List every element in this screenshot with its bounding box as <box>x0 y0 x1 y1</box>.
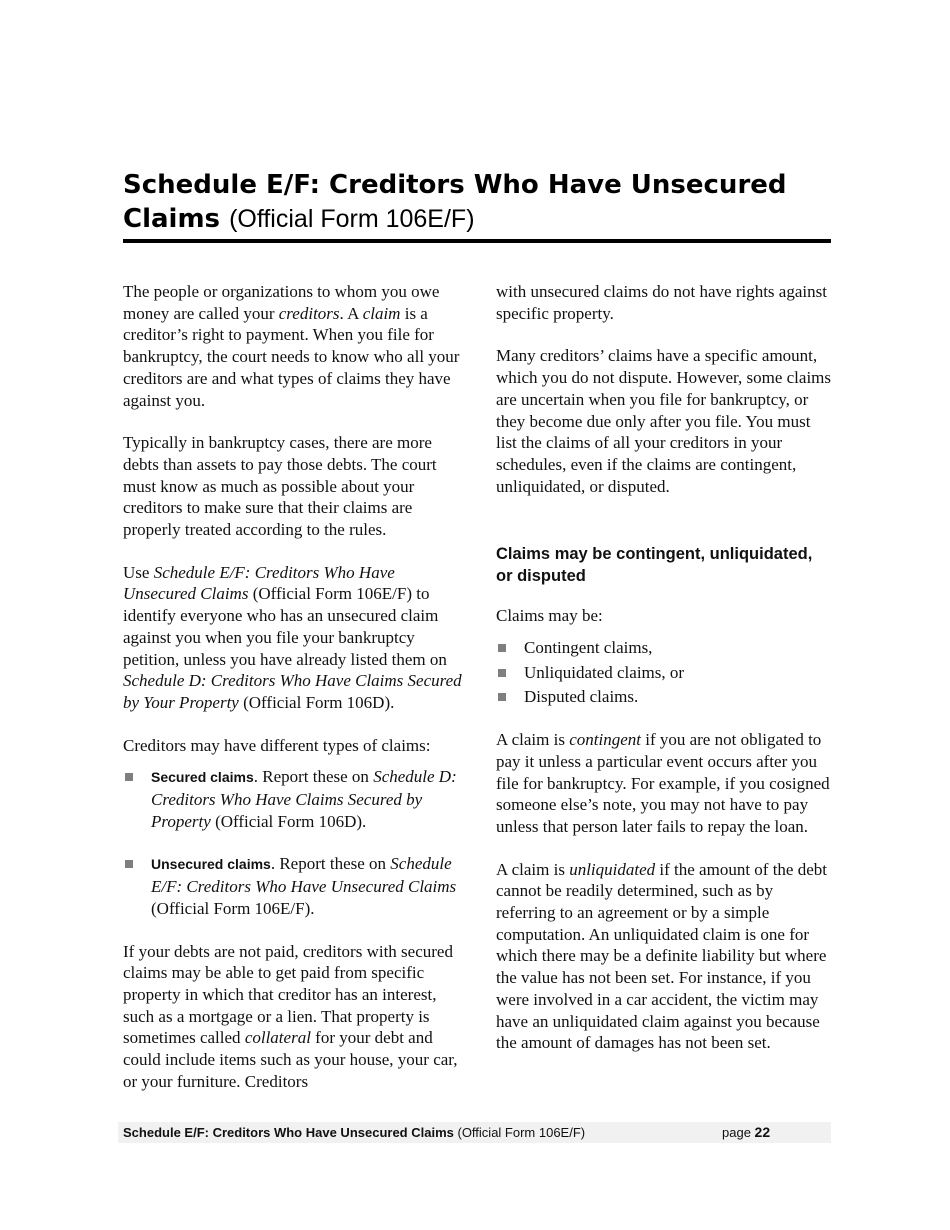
unliquidated-paragraph: A claim is unliquidated if the amount of the debt cannot be readily determined, such as by referring to an agreement or by a simple computation. An unliquidated claim is one for which there may be a definite liability but where the value has not been set. For instance, if you were involved in a car accident, the victim may have an unliquidated claim against you because the amount of damages has not been set. <box>496 859 827 1053</box>
claim-types-list <box>123 766 468 919</box>
list-item-contingent: Contingent claims, <box>496 637 831 659</box>
page-footer <box>118 1122 831 1143</box>
section-heading: Claims may be contingent, unliquidated, or disputed <box>496 545 813 586</box>
intro-paragraph: The people or organizations to whom you owe money are called your creditors. A claim is a creditor’s right to payment. When you file for bankruptcy, the court needs to know who all your creditors are and what types of claims they have against you. <box>123 282 460 410</box>
claims-may-be-intro: Claims may be: <box>496 606 603 626</box>
right-column <box>496 281 831 1054</box>
contingent-paragraph: A claim is contingent if you are not obligated to pay it unless a particular event occurs after you file for bankruptcy. For example, if you cosigned someone else’s note, you may not have to pay unless that person later fails to repay the loan. <box>496 730 830 836</box>
claim-types-intro: Creditors may have different types of claims: <box>123 735 431 755</box>
term-unliquidated: unliquidated <box>569 859 656 879</box>
amounts-paragraph: Many creditors’ claims have a specific amount, which you do not dispute. However, some claims are uncertain when you file for bankruptcy, or they become due only after you file. You must list the claims of all your creditors in your schedules, even if the claims are contingent, unliquidated, or disputed. <box>496 346 832 496</box>
term-collateral: collateral <box>244 1028 311 1048</box>
title-rule <box>123 239 831 243</box>
debts-paragraph: Typically in bankruptcy cases, there are more debts than assets to pay those debts. The court must know as much as possible about your creditors to make sure that their claims are properly treated according to the rules. <box>123 433 437 540</box>
list-item-unsecured-claims: Unsecured claims. Report these on Schedule E/F: Creditors Who Have Unsecured Claims (Official Form 106E/F). <box>123 853 468 919</box>
term-claim: claim <box>362 303 401 323</box>
term-contingent: contingent <box>569 730 641 750</box>
collateral-paragraph: If your debts are not paid, creditors with secured claims may be able to get paid from specific property in which that creditor has an interest, such as a mortgage or a lien. That property is sometimes called collateral for your debt and could include items such as your house, your car, or your furniture. Creditors <box>123 941 458 1091</box>
term-creditors: creditors <box>278 303 340 323</box>
footer-title: Schedule E/F: Creditors Who Have Unsecured Claims (Official Form 106E/F) <box>123 1125 586 1140</box>
left-column <box>123 281 468 1093</box>
usage-paragraph: Use Schedule E/F: Creditors Who Have Unsecured Claims (Official Form 106E/F) to identify everyone who has an unsecured claim against you when you file your bankruptcy petition, unless you have already listed them on Schedule D: Creditors Who Have Claims Secured by Your Property (Official Form 106D). <box>123 562 462 712</box>
page-title <box>123 168 831 236</box>
list-item-disputed: Disputed claims. <box>496 686 831 708</box>
claim-status-list <box>496 637 831 708</box>
list-item-unliquidated: Unliquidated claims, or <box>496 662 831 684</box>
list-item-secured-claims: Secured claims. Report these on Schedule D: Creditors Who Have Claims Secured by Property (Official Form 106D). <box>123 766 468 832</box>
title-form-number: (Official Form 106E/F) <box>229 205 475 233</box>
page-number: page 22 <box>722 1124 771 1140</box>
continued-paragraph: with unsecured claims do not have rights against specific property. <box>496 282 827 323</box>
title-bold: Schedule E/F: Creditors Who Have Unsecured Claims <box>123 170 787 234</box>
